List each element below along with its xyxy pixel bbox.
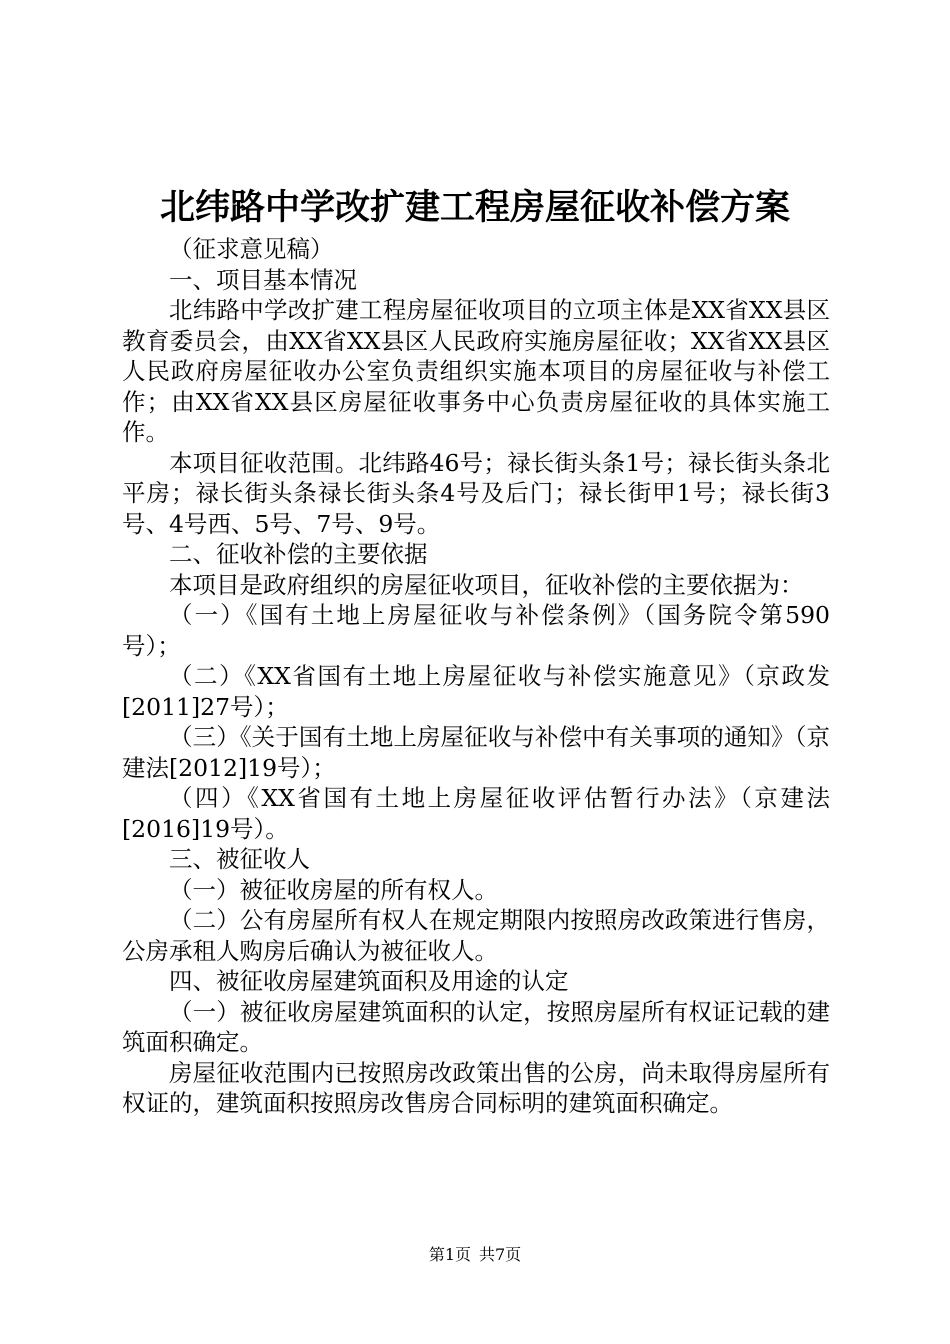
section-heading: 一、项目基本情况 — [169, 265, 357, 294]
page-footer — [0, 1245, 950, 1265]
paragraph: 房屋征收范围内已按照房改政策出售的公房，尚未取得房屋所有权证的，建筑面积按照房改售房合同标明的建筑面积确定。 — [122, 1058, 830, 1117]
paragraph: 本项目是政府组织的房屋征收项目，征收补偿的主要依据为： — [169, 570, 804, 599]
list-item: （一）被征收房屋建筑面积的认定，按照房屋所有权证记载的建筑面积确定。 — [122, 997, 830, 1056]
list-item: （四）《XX省国有土地上房屋征收评估暂行办法》（京建法[2016]19号）。 — [122, 784, 830, 843]
page-total: 共7页 — [479, 1245, 522, 1264]
section-heading: 四、被征收房屋建筑面积及用途的认定 — [169, 967, 569, 995]
section-heading: 三、被征收人 — [169, 845, 310, 873]
section-heading: 二、征收补偿的主要依据 — [169, 540, 428, 568]
list-item: （二）《XX省国有土地上房屋征收与补偿实施意见》（京政发[2011]27号）； — [122, 662, 830, 721]
paragraph: 本项目征收范围。北纬路46号；禄长街头条1号；禄长街头条北平房；禄长街头条禄长街头条4号及后门；禄长街甲1号；禄长街3号、4号西、5号、7号、9号。 — [122, 448, 830, 538]
paragraph: 北纬路中学改扩建工程房屋征收项目的立项主体是XX省XX县区教育委员会，由XX省XX县区人民政府实施房屋征收；XX省XX县区人民政府房屋征收办公室负责组织实施本项目的房屋征收与补偿工作；由XX省XX县区房屋征收事务中心负责房屋征收的具体实施工作。 — [122, 296, 830, 446]
document-title: 北纬路中学改扩建工程房屋征收补偿方案 — [159, 187, 790, 228]
list-item: （一）被征收房屋的所有权人。 — [169, 875, 498, 904]
list-item: （三）《关于国有土地上房屋征收与补偿中有关事项的通知》（京建法[2012]19号）； — [122, 723, 830, 782]
paragraph: （征求意见稿） — [169, 235, 334, 263]
page-number: 第1页 — [428, 1245, 471, 1264]
list-item: （一）《国有土地上房屋征收与补偿条例》（国务院令第590号）； — [122, 601, 830, 660]
document-body — [122, 234, 830, 1119]
list-item: （二）公有房屋所有权人在规定期限内按照房改政策进行售房，公房承租人购房后确认为被征收人。 — [122, 906, 830, 965]
